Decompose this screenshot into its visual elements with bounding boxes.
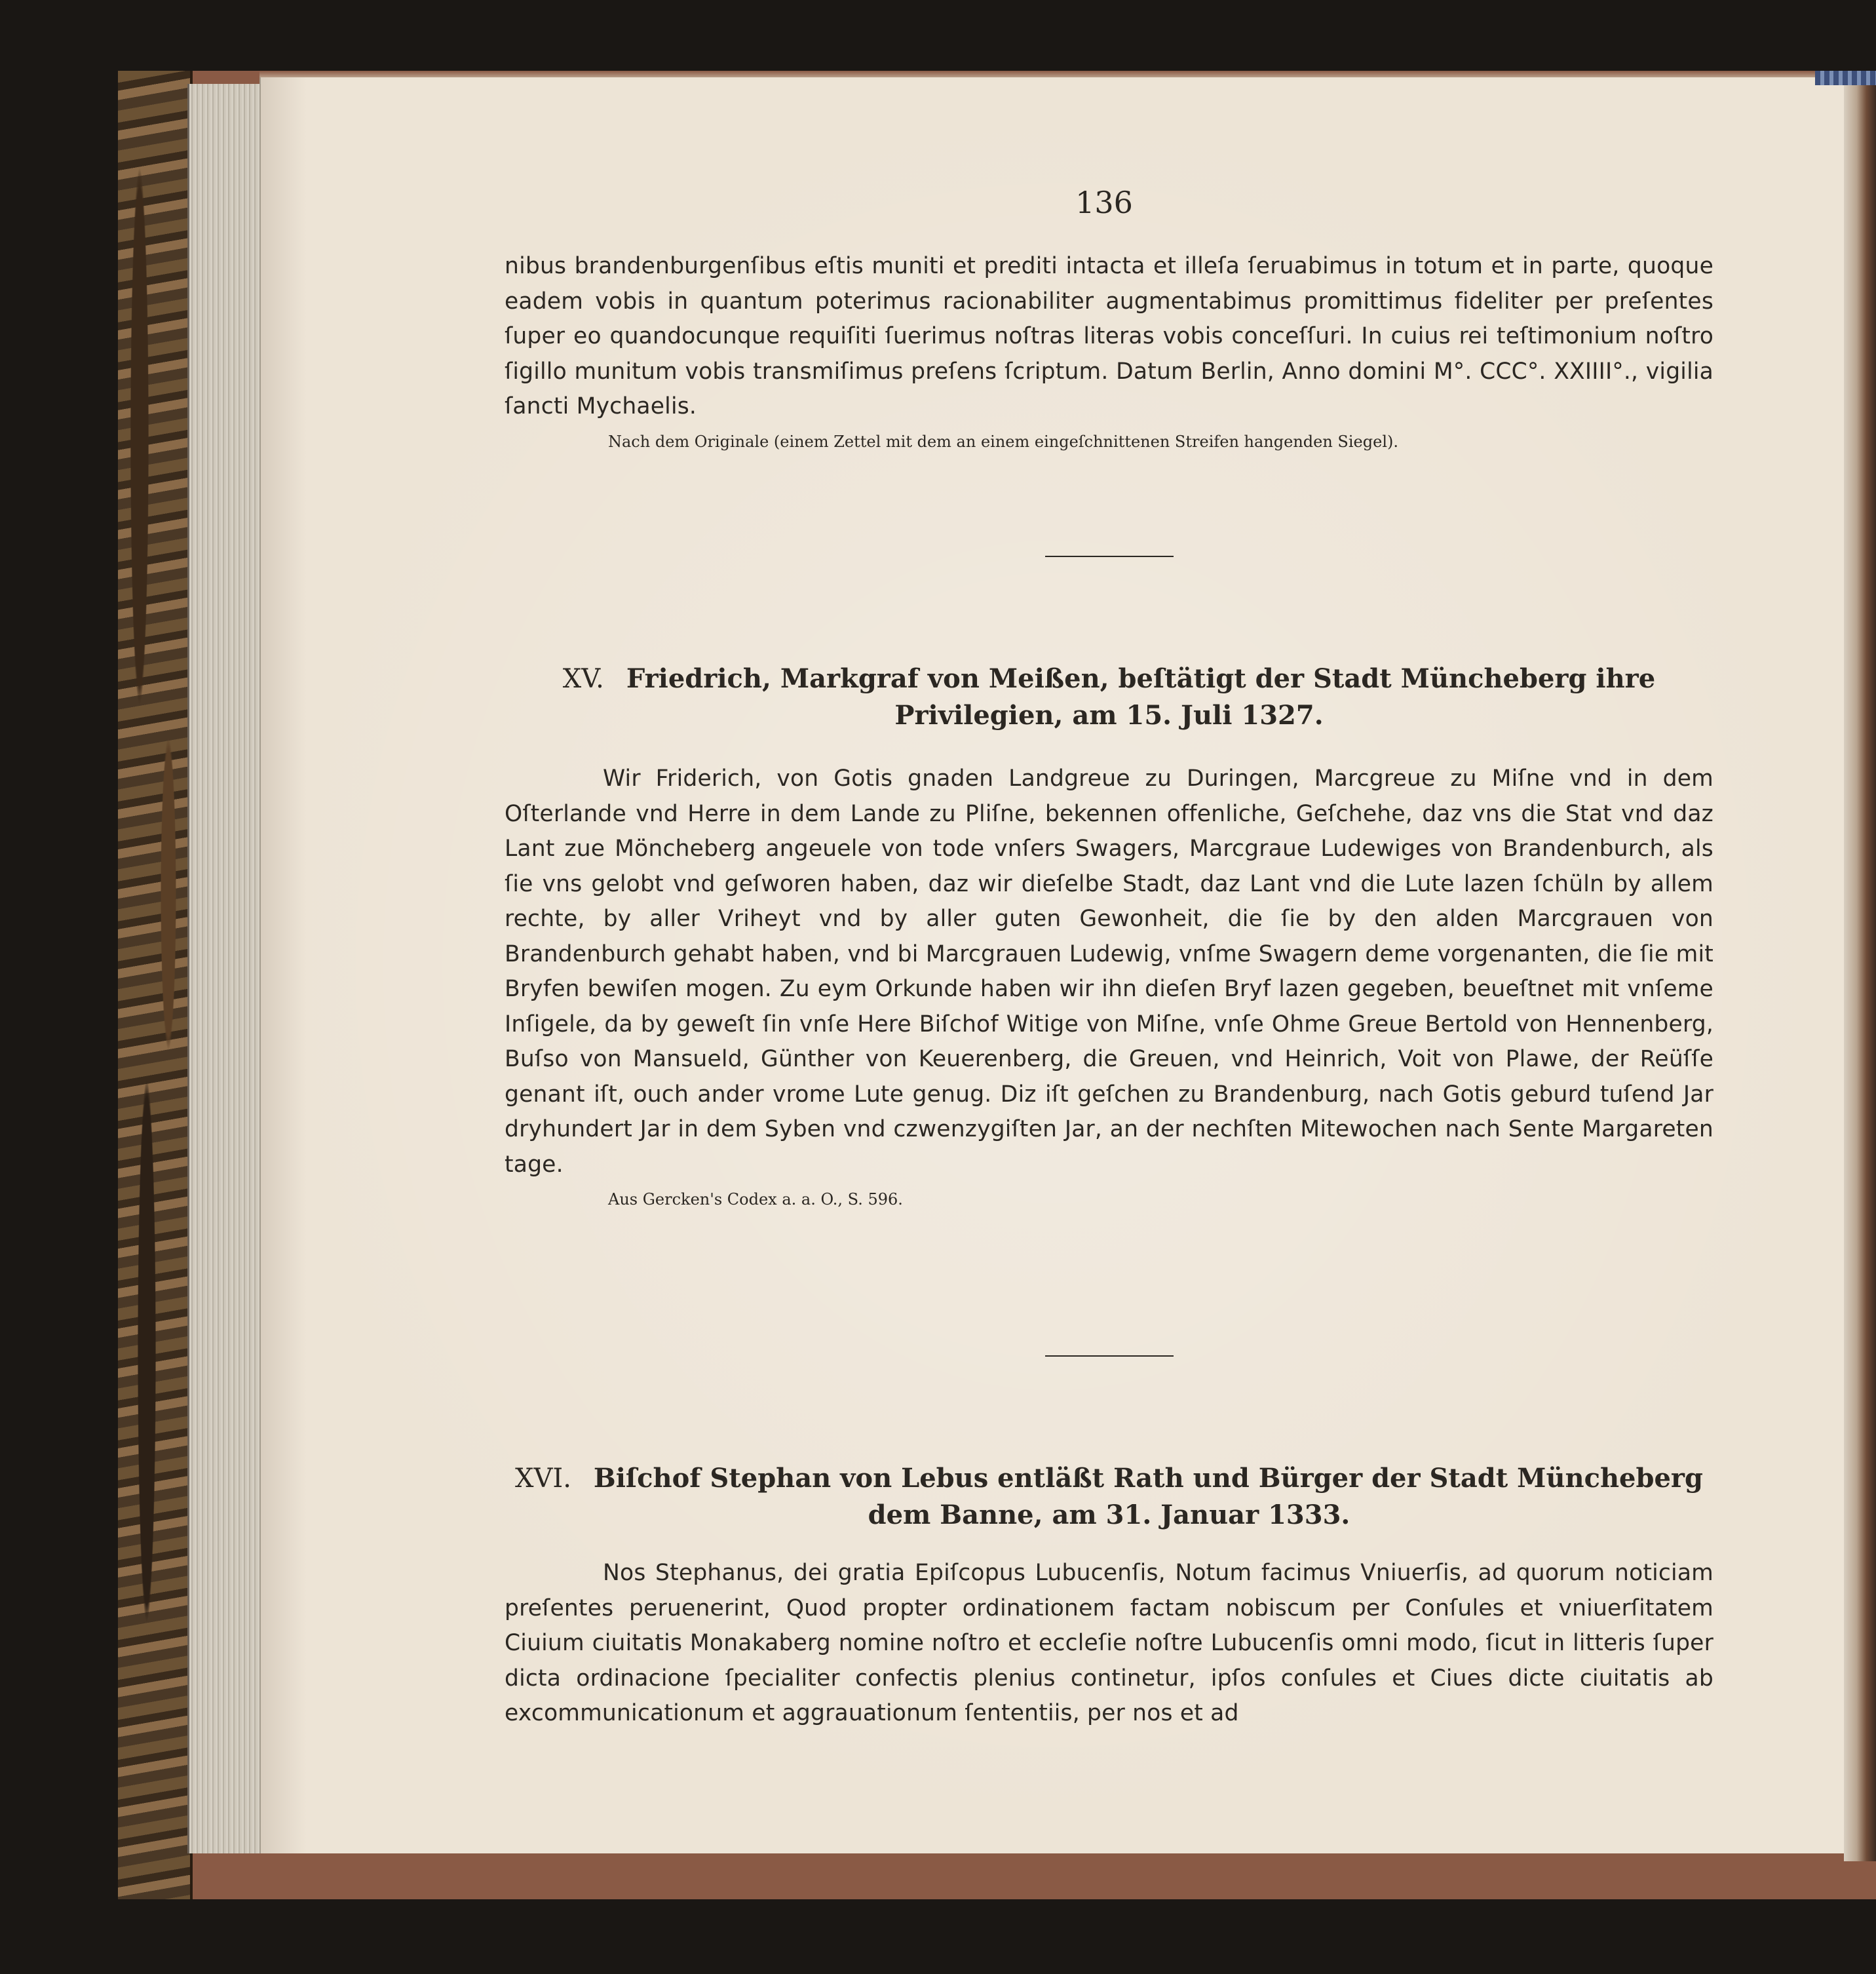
previous-source-note: Nach dem Originale (einem Zettel mit dem an einem eingeſchnittenen Streifen hangenden Siegel). (608, 432, 1398, 451)
marbled-board (118, 71, 193, 1899)
section-xvi-body (505, 1556, 1713, 1732)
gutter-edge (1844, 72, 1876, 1861)
section-xv-number: XV. (562, 664, 604, 694)
section-divider (505, 556, 1713, 557)
section-xv-title: Friedrich, Markgraf von Meißen, beſtätigt der Stadt Müncheberg ihre Privilegien, am 15. Juli 1327. (626, 663, 1656, 731)
section-xv-paragraph: Wir Friderich, von Gotis gnaden Landgreue zu Duringen, Marcgreue zu Miſne vnd in dem Oſterlande vnd Herre in dem Lande zu Pliſne, bekennen offenliche, Geſchehe, daz vns die Stat vnd daz Lant zue Möncheberg angeuele von tode vnſers Swagers, Marcgraue Ludewiges von Brandenburch, als ſie vns gelobt vnd geſworen haben, daz wir dieſelbe Stadt, daz Lant vnd die Lute lazen ſchüln by allem rechte, by aller Vriheyt vnd by aller guten Gewonheit, die ſie by den alden Marcgrauen von Brandenburch gehabt haben, vnd bi Marcgrauen Ludewig, vnſme Swagern deme vorgenanten, die ſie mit Bryfen bewiſen mogen. Zu eym Orkunde haben wir ihn dieſen Bryf lazen gegeben, beueſtnet mit vnſeme Inſigele, da by geweſt ſin vnſe Here Biſchof Witige von Miſne, vnſe Ohme Greue Bertold von Hennenberg, Buſso von Mansueld, Günther von Keuerenberg, die Greuen, vnd Heinrich, Voit von Plawe, der Reüſſe genant iſt, ouch ander vrome Lute genug. Diz iſt geſchen zu Brandenburg, nach Gotis geburd tuſend Jar dryhundert Jar in dem Syben vnd czwenzygiſten Jar, an der nechſten Mitewochen nach Sente Margareten tage. (505, 765, 1713, 1178)
headband (1815, 71, 1876, 85)
section-xv-body (505, 762, 1713, 1211)
section-xvi-title: Biſchof Stephan von Lebus entläßt Rath und Bürger der Stadt Müncheberg dem Banne, am 31. Januar 1333. (593, 1463, 1703, 1530)
previous-paragraph: nibus brandenburgenſibus eſtis muniti et prediti intacta et illeſa ſeruabimus in totum et in parte, quoque eadem vobis in quantum poterimus racionabiliter augmentabimus promittimus fideliter per preſentes ſuper eo quandocunque requiſiti ſuerimus noſtras literas vobis conceſſuri. In cuius rei teſtimonium noſtro ſigillo munitum vobis transmiſimus preſens ſcriptum. Datum Berlin, Anno domini M°. CCC°. XXIIII°., vigilia ſancti Mychaelis. (505, 253, 1713, 419)
page-stack-edge (187, 84, 261, 1853)
section-xv-heading (505, 661, 1713, 734)
section-divider (505, 1355, 1713, 1357)
section-xvi-heading (505, 1460, 1713, 1534)
previous-document (505, 249, 1713, 454)
section-xvi-number: XVI. (515, 1463, 571, 1494)
section-xv-source-note: Aus Gercken's Codex a. a. O., S. 596. (608, 1190, 903, 1209)
section-xvi-paragraph: Nos Stephanus, dei gratia Epiſcopus Lubucenſis, Notum facimus Vniuerſis, ad quorum noticiam preſentes peruenerint, Quod propter ordinationem factam nobiscum per Conſules et vniuerſitatem Ciuium ciuitatis Monakaberg nomine noſtro et eccleſie noſtre Lubucenſis omni modo, ſicut in litteris ſuper dicta ordinacione ſpecialiter confectis plenius continetur, ipſos conſules et Ciues dicte ciuitatis ab excommunicationum et aggrauationum ſententiis, per nos et ad (505, 1560, 1713, 1726)
page-number: 136 (1075, 185, 1133, 220)
